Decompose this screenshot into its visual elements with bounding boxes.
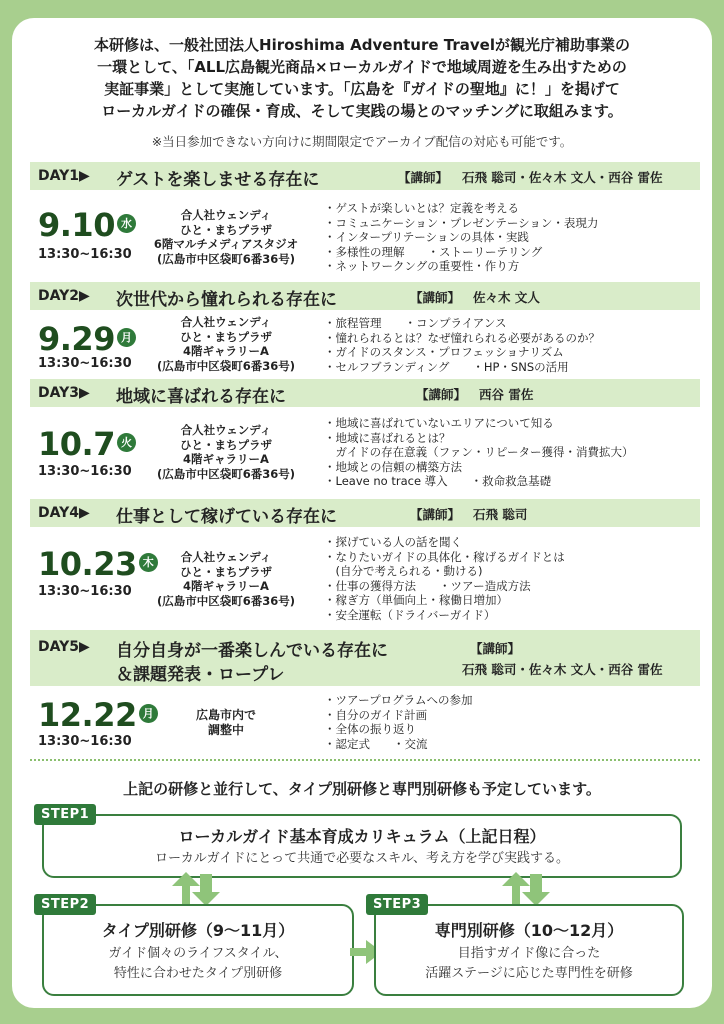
day4-topics: ・探げている人の話を聞く ・なりたいガイドの具体化・稼げるガイドとは (自分で考えられる・動ける) ・仕事の獲得方法 ・ツアー造成方法 ・稼ぎ方（単価向上・稼働日増加） ・安全運転（ドライバーガイド） bbox=[324, 535, 565, 622]
step1-box bbox=[42, 814, 682, 878]
down-arrow-icon bbox=[522, 874, 550, 906]
step3-desc-line: 活躍ステージに応じた専門性を研修 bbox=[425, 966, 633, 981]
day5-venue: 広島市内で 調整中 bbox=[195, 708, 256, 737]
step2-desc-line: 特性に合わせたタイプ別研修 bbox=[113, 966, 283, 981]
up-arrow-icon bbox=[172, 872, 200, 906]
day5-topics: ・ツアープログラムへの参加 ・自分のガイド計画 ・全体の振り返り ・認定式 ・交流 bbox=[324, 693, 473, 751]
day2-date: 9.29 月 bbox=[38, 320, 136, 358]
day3-time: 13:30~16:30 bbox=[38, 464, 132, 479]
step2-box bbox=[42, 904, 354, 996]
day1-date: 9.10 水 bbox=[38, 206, 136, 244]
day1-title: ゲストを楽しませる存在に bbox=[116, 170, 320, 190]
step3-badge: STEP3 bbox=[366, 894, 428, 915]
step3-box bbox=[374, 904, 684, 996]
intro-line: ローカルガイドの確保・育成、そして実践の場とのマッチングに取組みます。 bbox=[101, 102, 623, 120]
day5-lecturer-tag: 【講師】 bbox=[470, 641, 521, 656]
day4-label: DAY4▶ bbox=[38, 505, 90, 521]
day1-band bbox=[30, 162, 700, 190]
day3-lecturers: 西谷 雷佐 bbox=[479, 387, 534, 402]
day2-label: DAY2▶ bbox=[38, 288, 90, 304]
dotted-divider bbox=[30, 759, 700, 761]
step2-desc-line: ガイド個々のライフスタイル、 bbox=[108, 946, 288, 961]
weekday-badge: 月 bbox=[139, 704, 158, 723]
up-arrow-icon bbox=[502, 872, 530, 906]
step2-title: タイプ別研修（9～11月） bbox=[101, 921, 295, 940]
day4-date: 10.23 木 bbox=[38, 545, 158, 583]
weekday-badge: 火 bbox=[117, 433, 136, 452]
weekday-badge: 月 bbox=[117, 328, 136, 347]
day3-date: 10.7 火 bbox=[38, 425, 136, 463]
day1-lecturer-tag: 【講師】 bbox=[398, 170, 449, 185]
intro-line: 本研修は、一般社団法人Hiroshima Adventure Travelが観光庁補助事業の bbox=[94, 36, 630, 54]
day4-time: 13:30~16:30 bbox=[38, 584, 132, 599]
day4-band bbox=[30, 499, 700, 527]
day3-topics: ・地域に喜ばれていないエリアについて知る ・地域に喜ばれるとは？ ガイドの存在意義（ファン・リピーター獲得・消費拡大） ・地域との信頼の構築方法 ・Leave no trace 導入 ・救命救急基礎 bbox=[324, 416, 634, 488]
day1-time: 13:30~16:30 bbox=[38, 247, 132, 262]
day5-title: 自分自身が一番楽しんでいる存在に bbox=[116, 641, 388, 661]
day4-title: 仕事として稼げている存在に bbox=[116, 507, 337, 527]
step1-badge: STEP1 bbox=[34, 804, 96, 825]
day3-band bbox=[30, 379, 700, 407]
day5-title-line2: ＆課題発表・ロープレ bbox=[116, 665, 285, 685]
day5-label: DAY5▶ bbox=[38, 639, 90, 655]
day5-date: 12.22 月 bbox=[38, 696, 158, 734]
day2-title: 次世代から憧れられる存在に bbox=[116, 290, 337, 310]
day3-venue: 合人社ウェンディ ひと・まちプラザ 4階ギャラリーA (広島市中区袋町6番36号) bbox=[156, 423, 296, 481]
archive-note: ※当日参加できない方向けに期間限定でアーカイブ配信の対応も可能です。 bbox=[151, 134, 573, 149]
step1-title: ローカルガイド基本育成カリキュラム（上記日程） bbox=[178, 827, 546, 846]
day5-time: 13:30~16:30 bbox=[38, 734, 132, 749]
step3-title: 専門別研修（10～12月） bbox=[434, 921, 624, 940]
day3-label: DAY3▶ bbox=[38, 385, 90, 401]
day4-lecturers: 石飛 聡司 bbox=[473, 507, 528, 522]
day3-lecturer-tag: 【講師】 bbox=[416, 387, 467, 402]
weekday-badge: 水 bbox=[117, 214, 136, 233]
day1-venue: 合人社ウェンディ ひと・まちプラザ 6階マルチメディアスタジオ (広島市中区袋町6番36号) bbox=[153, 208, 299, 266]
flyer-card bbox=[12, 18, 712, 1008]
weekday-badge: 木 bbox=[139, 553, 158, 572]
day2-lecturers: 佐々木 文人 bbox=[473, 290, 540, 305]
day2-band bbox=[30, 282, 700, 310]
intro-line: 一環として、「ALL広島観光商品×ローカルガイドで地域周遊を生み出すための bbox=[97, 58, 627, 76]
day2-time: 13:30~16:30 bbox=[38, 356, 132, 371]
step1-desc: ローカルガイドにとって共通で必要なスキル、考え方を学び実践する。 bbox=[155, 851, 569, 866]
day5-lecturers: 石飛 聡司・佐々木 文人・西谷 雷佐 bbox=[462, 662, 663, 677]
intro-text bbox=[12, 34, 712, 122]
day2-lecturer-tag: 【講師】 bbox=[410, 290, 461, 305]
day4-venue: 合人社ウェンディ ひと・まちプラザ 4階ギャラリーA (広島市中区袋町6番36号) bbox=[156, 550, 296, 608]
day2-venue: 合人社ウェンディ ひと・まちプラザ 4階ギャラリーA (広島市中区袋町6番36号) bbox=[156, 315, 296, 373]
day1-lecturers: 石飛 聡司・佐々木 文人・西谷 雷佐 bbox=[462, 170, 663, 185]
day1-topics: ・ゲストが楽しいとは？定義を考える ・コミュニケーション・プレゼンテーション・表現力 ・インタープリテーションの具体・実践 ・多様性の理解 ・ストーリーテリング ・ネットワークングの重要性・作り方 bbox=[324, 201, 599, 273]
day2-topics: ・旅程管理 ・コンプライアンス ・憧れられるとは？なぜ憧れられる必要があるのか？ ・ガイドのスタンス・プロフェッショナリズム ・セルフブランディング ・HP・SNSの活用 bbox=[324, 316, 600, 374]
down-arrow-icon bbox=[192, 874, 220, 906]
intro-line: 実証事業」として実施しています。「広島を『ガイドの聖地』に！」を掲げて bbox=[104, 80, 620, 98]
parallel-training-text: 上記の研修と並行して、タイプ別研修と専門別研修も予定しています。 bbox=[123, 780, 601, 798]
day5-band bbox=[30, 630, 700, 686]
day1-label: DAY1▶ bbox=[38, 168, 90, 184]
day3-title: 地域に喜ばれる存在に bbox=[116, 387, 286, 407]
day4-lecturer-tag: 【講師】 bbox=[410, 507, 461, 522]
step2-badge: STEP2 bbox=[34, 894, 96, 915]
step3-desc-line: 目指すガイド像に合った bbox=[457, 946, 601, 961]
